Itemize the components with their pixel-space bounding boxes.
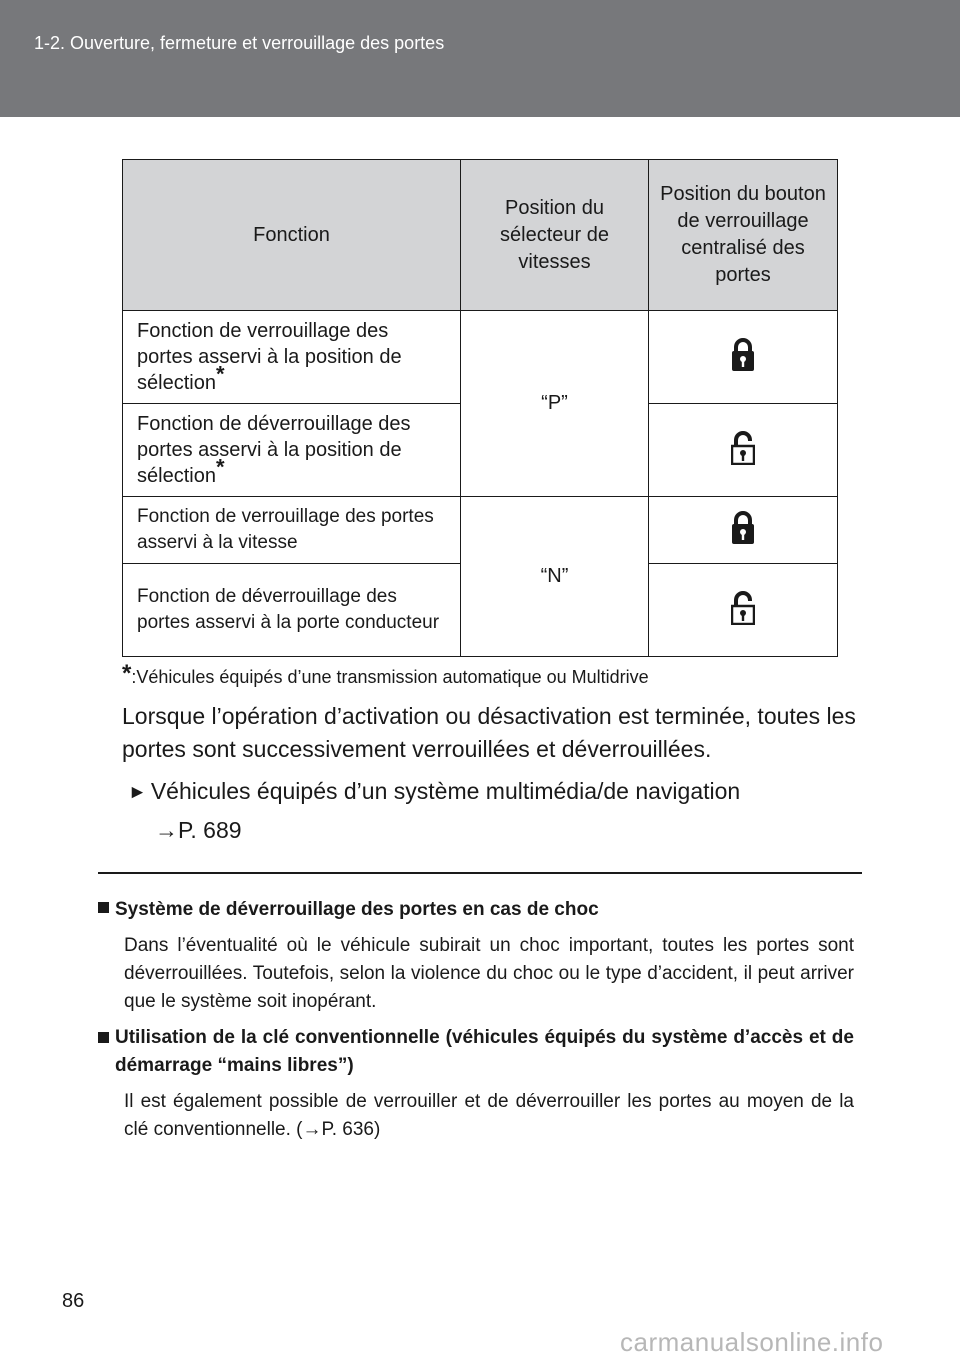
function-table: [122, 159, 838, 657]
header-button-position: Position du bouton de verrouillage centralisé des portes: [649, 160, 838, 311]
table-row: [123, 497, 838, 564]
vehicle-condition-text: Véhicules équipés d’un système multimédia/de navigation: [150, 778, 741, 804]
table-footnote: [122, 660, 649, 688]
vehicle-condition-line: [128, 778, 740, 805]
body-paragraph: Lorsque l’opération d’activation ou désactivation est terminée, toutes les portes sont successivement verrouillées et déverrouillées.: [122, 703, 856, 762]
header-bar: [0, 0, 960, 117]
section-title: 1-2. Ouverture, fermeture et verrouillage des portes: [34, 33, 445, 53]
button-cell: [649, 311, 838, 404]
button-cell: [649, 564, 838, 657]
table-header-row: [123, 160, 838, 311]
button-cell: [649, 404, 838, 497]
footnote-text: :Véhicules équipés d’une transmission automatique ou Multidrive: [131, 667, 649, 687]
lock-closed-icon: [731, 338, 755, 372]
button-cell: [649, 497, 838, 564]
note-block: [98, 896, 854, 1016]
square-bullet-icon: [98, 1032, 109, 1043]
function-label: Fonction de verrouillage des portes asservi à la position de sélection: [137, 320, 402, 394]
lock-open-icon: [731, 591, 755, 625]
header-fonction: Fonction: [123, 160, 461, 311]
note-title-text: Utilisation de la clé conventionnelle (véhicules équipés du système d’accès et de démarrage “mains libres”): [115, 1027, 854, 1076]
selector-cell: “P”: [461, 311, 649, 497]
note-body: Il est également possible de verrouiller et de déverrouiller les portes au moyen de la clé conventionnelle. (→P. 636): [124, 1091, 854, 1140]
function-label: Fonction de déverrouillage des portes asservi à la position de sélection: [137, 413, 411, 487]
lock-open-icon: [731, 431, 755, 465]
page-number: 86: [62, 1290, 85, 1312]
footnote-star: *: [122, 660, 132, 687]
footnote-marker: *: [215, 361, 225, 387]
function-cell: [123, 311, 461, 404]
square-bullet-icon: [98, 902, 109, 913]
note-title: [98, 896, 854, 924]
section-divider: [98, 872, 862, 874]
page-reference: →P. 689: [155, 817, 242, 843]
function-cell: [123, 404, 461, 497]
function-cell: Fonction de déverrouillage des portes asservi à la porte conducteur: [123, 564, 461, 657]
lock-closed-icon: [731, 511, 755, 545]
table-row: [123, 311, 838, 404]
header-selector-position: Position du sélecteur de vitesses: [461, 160, 649, 311]
selector-cell: “N”: [461, 497, 649, 657]
function-cell: Fonction de verrouillage des portes asservi à la vitesse: [123, 497, 461, 564]
triangle-marker-icon: ►: [128, 782, 147, 803]
note-title-text: Système de déverrouillage des portes en cas de choc: [115, 899, 599, 920]
note-block: [98, 1024, 854, 1144]
note-body: Dans l’éventualité où le véhicule subirait un choc important, toutes les portes sont déverrouillées. Toutefois, selon la violence du choc ou le type d’accident, il peut arriver que le système soit inopérant.: [124, 935, 854, 1012]
note-title: [98, 1024, 854, 1080]
footnote-marker: *: [215, 454, 225, 480]
watermark: carmanualsonline.info: [620, 1327, 884, 1357]
